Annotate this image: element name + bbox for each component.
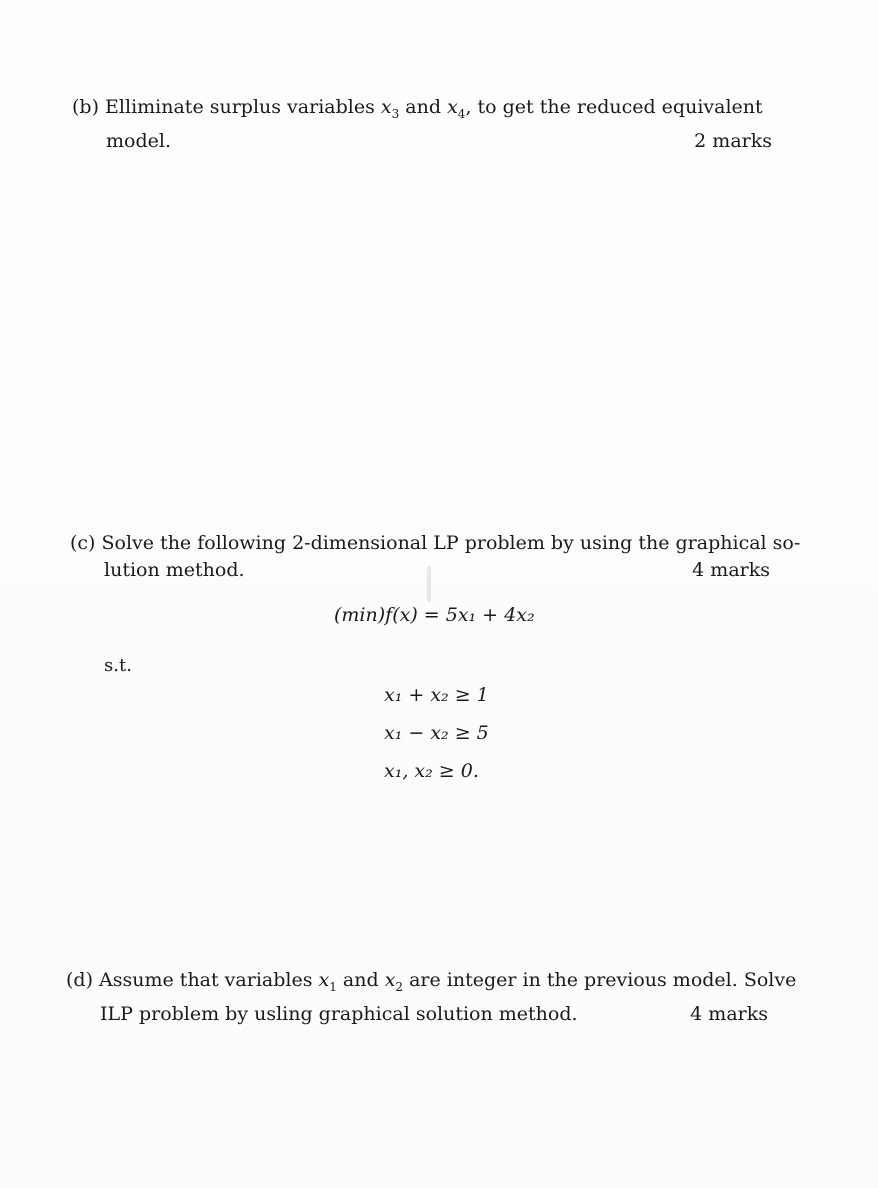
subject-to-label: s.t. [104,655,132,676]
question-b-line2 [72,128,772,155]
constraint-2: x₁ − x₂ ≥ 5 [384,722,489,744]
scan-smudge [427,566,431,602]
question-d-label: (d) [66,969,93,991]
question-b [72,94,772,155]
question-c-line2 [70,557,770,584]
question-c-text: Solve the following 2-dimensional LP problem by using the graphical so- [101,532,801,554]
question-b-text-pre: Elliminate surplus variables [105,96,375,118]
objective-function: (min)f(x) = 5x₁ + 4x₂ [334,604,535,626]
constraint-3: x₁, x₂ ≥ 0. [384,760,479,782]
question-c-marks: 4 marks [692,559,770,581]
variable-x3: $x_3$ [380,96,400,121]
variable-x4: $x_4$ [447,96,466,121]
question-d-continuation: ILP problem by usling graphical solution method. [100,1002,578,1025]
variable-x1: $x_1$ [318,969,337,994]
question-b-line1 [72,94,772,128]
question-b-marks: 2 marks [694,129,772,152]
question-d-text-pre: Assume that variables [99,969,313,991]
question-b-text-post: , to get the reduced equivalent [465,96,763,118]
question-b-and: and [405,96,442,118]
question-c-line1 [70,530,801,557]
question-c-continuation: lution method. [104,559,245,581]
variable-x2: $x_2$ [384,969,404,994]
question-d [66,967,797,1028]
question-c-label: (c) [70,532,96,554]
question-c [70,530,801,584]
question-d-line1 [66,967,797,1001]
question-b-label: (b) [72,96,99,118]
question-d-text-post: are integer in the previous model. Solve [409,969,797,991]
question-b-continuation: model. [106,129,171,152]
question-d-and: and [342,969,379,991]
question-d-line2 [66,1001,768,1028]
constraint-1: x₁ + x₂ ≥ 1 [384,684,489,706]
question-d-marks: 4 marks [690,1002,768,1025]
